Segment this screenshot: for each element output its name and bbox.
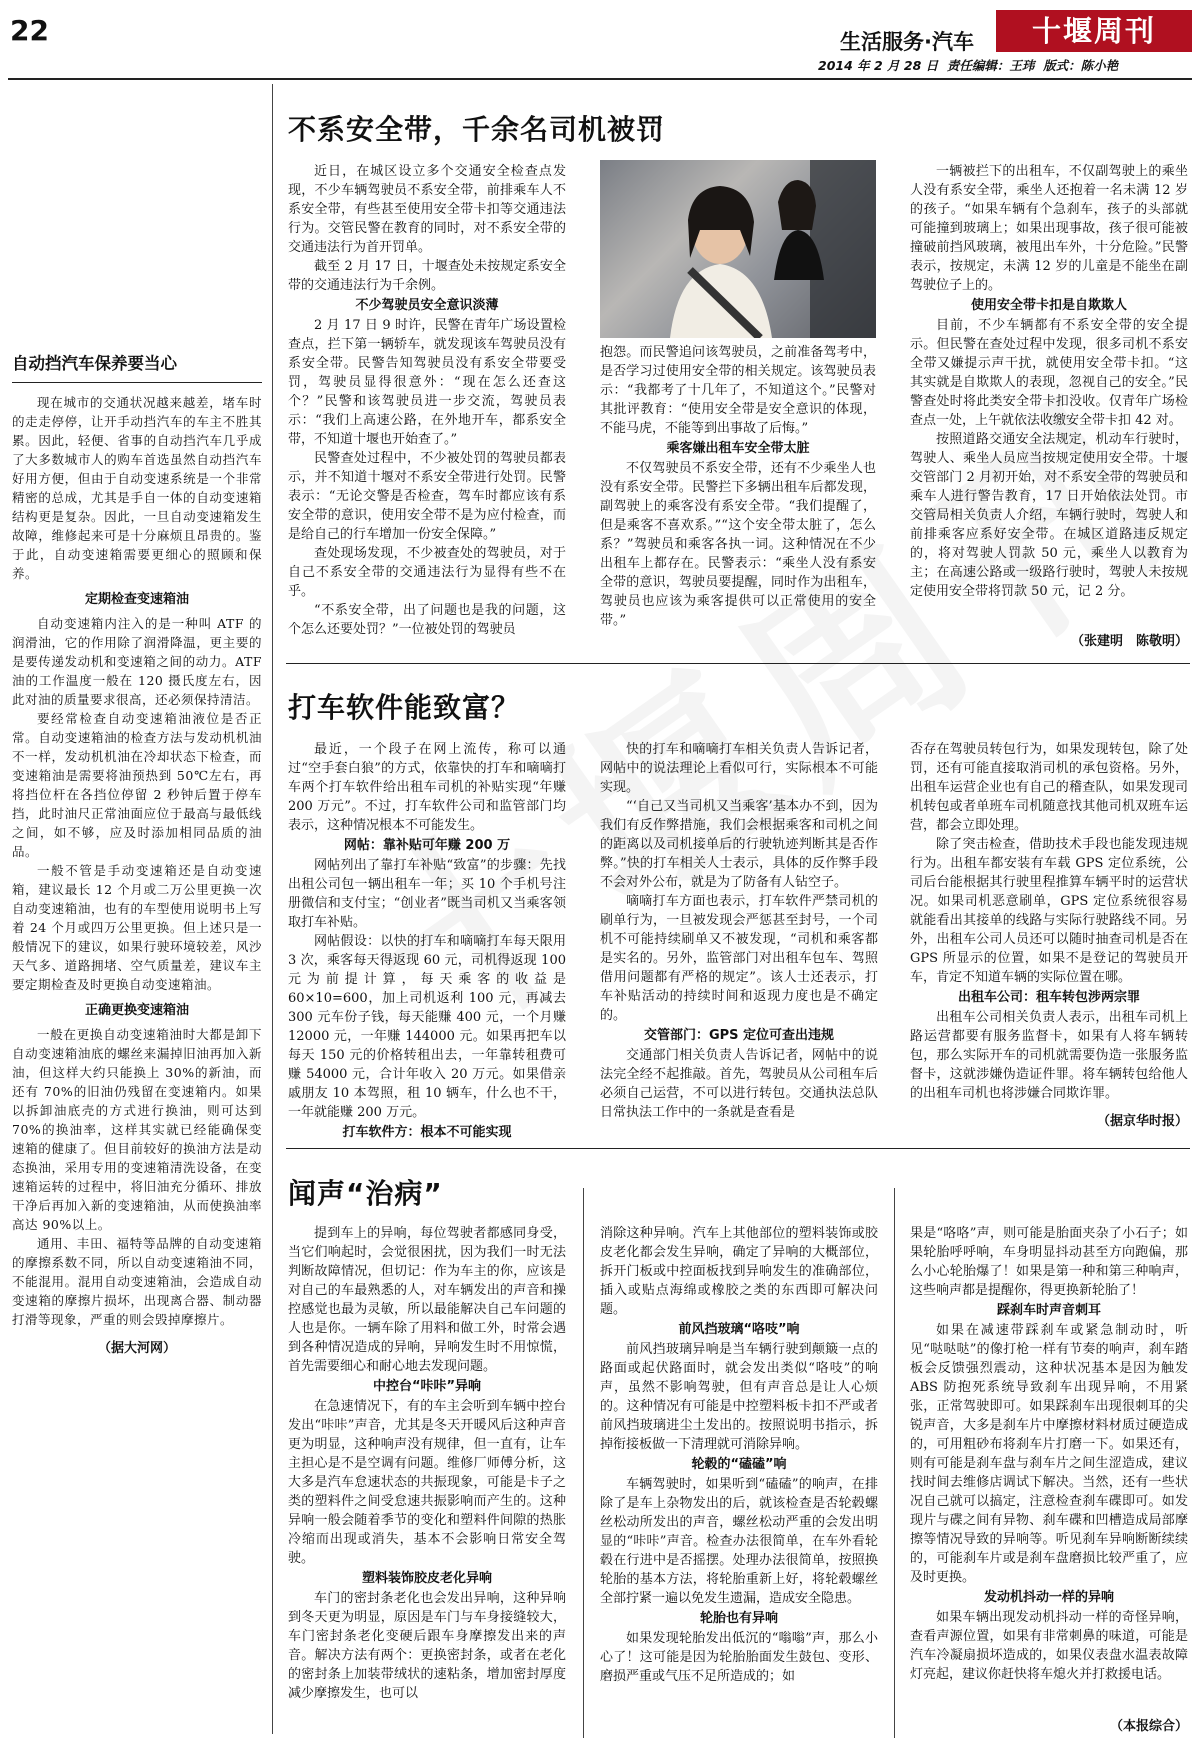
sidebar-byline: （据大河网） [97, 1341, 176, 1356]
layout-credit: 版式：陈小艳 [1043, 58, 1119, 73]
paragraph: 如果在减速带踩刹车或紧急制动时，听见“哒哒哒”的像打枪一样有节奏的响声，刹车踏板会反馈强烈震动，这种状况基本是因为触发 ABS 防抱死系统导致刹车出现异响，不用紧张，正常驾驶即可。如果踩刹车出现很刺耳的尖锐声音，大多是刹车片中摩擦材料材质过硬造成的，可用粗砂布将刹车片打磨一下。如果还有，则有可能是刹车盘与刹车片之间生涩造成，建议找时间去维修店调试下解决。当然，还有一些状况自己就可以搞定，注意检查刹车碟即可。如发现片与碟之间有异物、刹车碟和凹槽造成局部摩擦等情况导致的异响等。听见刹车异响断断续续的，可能刹车片或是刹车盘磨损比较严重了，应及时更换。 [910, 1323, 1193, 1585]
page-number: 22 [10, 14, 49, 47]
sidebar-paragraph: 通用、丰田、福特等品牌的自动变速箱的摩擦系数不同，所以自动变速箱油不同，不能混用。混用自动变速箱油，会造成自动变速箱的摩擦片损坏，出现离合器、制动器打滑等现象，严重的则会毁掉摩擦片。 [12, 1236, 262, 1327]
sidebar-title-rule [12, 382, 262, 383]
sidebar-subheading: 定期检查变速箱油 [84, 592, 189, 607]
paragraph: 提到车上的异响，每位驾驶者都感同身受，当它们响起时，会觉很困扰，因为我们一时无法判断故障情况，但切记：作为车主的你，应该是对自己的车最熟悉的人，对车辆发出的声音和操控感觉也最为灵敏，所以最能解决自己车问题的人也是你。一辆车除了用料和做工外，时常会遇到各种情况造成的异响，异响发生时不用惊慌，首先需要细心和耐心地去发现问题。 [288, 1226, 566, 1374]
paragraph: 民警查处过程中，不少被处罚的驾驶员都表示，并不知道十堰对不系安全带进行处罚。民警表示：“无论交警是否检查，驾车时都应该有系安全带的意识，使用安全带不是为应付检查，而是给自己的行车增加一份安全保障。” [288, 451, 566, 542]
subheading: 乘客嫌出租车安全带太脏 [666, 441, 810, 456]
paragraph: 近日，在城区设立多个交通安全检查点发现，不少车辆驾驶员不系安全带，前排乘车人不系安全带，有些甚至使用安全带卡扣等交通违法行为。交管民警在教育的同时，对不系安全带的交通违法行为首开罚单。 [288, 164, 566, 255]
article2-title: 打车软件能致富？ [288, 691, 521, 724]
header-rule [8, 78, 1192, 80]
paragraph: 2 月 17 日 9 时许，民警在青年广场设置检查点，拦下第一辆轿车，就发现该车驾驶员没有系安全带。民警告知驾驶员没有系安全带要受罚，驾驶员显得很意外：“现在怎么还查这个？”民警和该驾驶员进一步交流，驾驶员表示：“我们上高速公路，在外地开车，都系安全带，不知道十堰也开始查了。” [288, 318, 566, 447]
paragraph: 截至 2 月 17 日，十堰查处未按规定系安全带的交通违法行为千余例。 [288, 259, 566, 293]
paragraph: 交通部门相关负责人告诉记者，网帖中的说法完全经不起推敲。首先，驾驶员从公司租车后必须自己运营，不可以进行转包。交通执法总队日常执法工作中的一条就是查看是 [600, 1048, 878, 1120]
paragraph: 出租车公司相关负责人表示，出租车司机上路运营都要有服务监督卡，如果有人将车辆转包，那么实际开车的司机就需要伪造一张服务监督卡，这就涉嫌伪造证件罪。将车辆转包给他人的出租车司机也将涉嫌合同欺诈罪。 [910, 1010, 1188, 1101]
article1-rule [286, 663, 1190, 664]
paragraph: 一辆被拦下的出租车，不仅副驾驶上的乘坐人没有系安全带，乘坐人还抱着一名未满 12 岁的孩子。“如果车辆有个急刹车，孩子的头部就可能撞到玻璃上；如果出现事故，孩子很可能被撞破前挡风玻璃，被甩出车外，十分危险。”民警表示，按规定，未满 12 岁的儿童是不能坐在副驾驶位子上的。 [910, 164, 1188, 293]
paragraph: 消除这种异响。汽车上其他部位的塑料装饰或胶皮老化都会发生异响，确定了异响的大概部位，拆开门板或中控面板找到异响发生的准确部位，插入或贴点海绵或橡胶之类的东西即可解决问题。 [600, 1226, 878, 1317]
paragraph: 否存在驾驶员转包行为，如果发现转包，除了处罚，还有可能直接取消司机的承包资格。另外，出租车运营企业也有自己的稽查队，如果发现司机转包或者单班车司机随意找其他司机双班车运营，都会立即处理。 [910, 742, 1188, 833]
date: 2014 年 2 月 28 日 [818, 58, 939, 73]
paragraph: 车门的密封条老化也会发出异响，这种异响到冬天更为明显，原因是车门与车身接缝较大，车门密封条老化变硬后跟车身摩擦发出来的声音。解决方法有两个：更换密封条，或者在老化的密封条上加装带绒状的速粘条，增加密封厚度减少摩擦发生，也可以 [288, 1591, 566, 1701]
paragraph: 在急速情况下，有的车主会听到车辆中控台发出“咔咔”声音，尤其是冬天开暖风后这种声音更为明显，这种响声没有规律，但一直有，让车主担心是不是空调有问题。维修厂师傅分析，这大多是汽车怠速状态的共振现象，可能是卡子之类的塑料件之间受怠速共振影响而产生的。这种异响一般会随着季节的变化和塑料件间隙的热胀冷缩而出现或消失，基本不会影响日常安全驾驶。 [288, 1399, 566, 1566]
subheading: 中控台“咔咔”异响 [372, 1379, 482, 1394]
photo-illustration [600, 160, 876, 338]
paragraph: 嘀嘀打车方面也表示，打车软件严禁司机的刷单行为，一旦被发现会严惩甚至封号，一个司机不可能持续刷单又不被发现，“司机和乘客都是实名的。另外，监管部门对出租车包车、驾照借用问题都有严格的规定”。该人士还表示，打车补贴活动的持续时间和返现力度也是不确定的。 [600, 894, 878, 1023]
subheading: 踩刹车时声音刺耳 [996, 1303, 1101, 1318]
sidebar-intro: 现在城市的交通状况越来越差，堵车时的走走停停，让开手动挡汽车的车主不胜其累。因此，轻便、省事的自动挡汽车几乎成了大多数城市人的购车首选虽然自动挡汽车好用方便，但由于自动变速系统是一个非常精密的总成，尤其是手自一体的自动变速箱结构更是复杂。因此，一旦自动变速箱发生故障，维修起来可是十分麻烦且昂贵的。鉴于此，自动变速箱需要更细心的照顾和保养。 [12, 395, 262, 581]
subheading: 发动机抖动一样的异响 [983, 1590, 1114, 1605]
dateline [818, 56, 1118, 74]
article2-byline: （据京华时报） [1096, 1114, 1188, 1129]
article1-title: 不系安全带，千余名司机被罚 [288, 113, 666, 146]
paragraph: 网帖假设：以快的打车和嘀嘀打车每天限用 3 次，乘客每天得返现 60 元，司机得返现 100 元为前提计算，每天乘客的收益是 60×10=600，加上司机返利 100 元，再减去 300 元车份子钱，每天能赚 400 元，一个月赚 12000 元，一年赚 144000 元。如果再把车以每天 150 元的价格转租出去，一年靠转租费可赚 54000 元，合计年收入 20 万元。如果借亲戚朋友 10 本驾照，租 10 辆车，什么也不干，一年就能赚 200 万元。 [288, 934, 571, 1120]
paragraph: 最近，一个段子在网上流传，称可以通过“空手套白狼”的方式，依靠快的打车和嘀嘀打车两个打车软件给出租车司机的补贴实现“年赚 200 万元”。不过，打车软件公司和监管部门均表示，这种情况根本不可能发生。 [288, 742, 571, 833]
subheading: 不少驾驶员安全意识淡薄 [355, 298, 499, 313]
paragraph: 车辆驾驶时，如果听到“磕磕”的响声，在排除了是车上杂物发出的后，就该检查是否轮毂螺丝松动所发出的声音，螺丝松动严重的会发出明显的“咔咔”声音。检查办法很简单，在车外看轮毂在行进中是否摇摆。处理办法很简单，按照换轮胎的基本方法，将轮胎重新上好，将轮毂螺丝全部拧紧一遍以免发生遗漏，造成安全隐患。 [600, 1477, 878, 1606]
article3-col3 [910, 1224, 1193, 1684]
article3-byline: （本报综合） [1109, 1719, 1188, 1734]
sidebar-subheading: 正确更换变速箱油 [84, 1003, 189, 1018]
subheading: 交管部门：GPS 定位可查出违规 [643, 1028, 835, 1043]
subheading: 轮毂的“磕磕”响 [691, 1457, 787, 1472]
column-divider [583, 1188, 584, 1738]
article1-photo [600, 160, 876, 338]
paragraph: 除了突击检查，借助技术手段也能发现违规行为。出租车都安装有车载 GPS 定位系统，公司后台能根据其行驶里程推算车辆平时的运营状况。如果司机恶意刷单，GPS 定位系统很容易就能看出其接单的线路与实际行驶路线不同。另外，出租车公司人员还可以随时抽查司机是否在 GPS 所显示的位置，如果不是登记的驾驶员开车，肯定不知道车辆的实际位置在哪。 [910, 837, 1193, 985]
article1-col3 [910, 162, 1188, 601]
sidebar-divider [272, 84, 273, 1734]
paragraph: 果是“咯咯”声，则可能是胎面夹杂了小石子；如果轮胎呼呼响，车身明显抖动甚至方向跑偏，那么小心轮胎爆了！如果是第一种和第三种响声，这些响声都是提醒你，得更换新轮胎了！ [910, 1226, 1188, 1298]
subheading: 出租车公司：租车转包涉两宗罪 [957, 990, 1140, 1005]
sidebar-title: 自动挡汽车保养要当心 [12, 354, 177, 373]
editor: 责任编辑：王玮 [946, 58, 1035, 73]
section-title: 生活服务·汽车 [840, 30, 974, 54]
article2-col2 [600, 740, 878, 1122]
article3-col2 [600, 1224, 878, 1686]
sidebar-paragraph: 一般不管是手动变速箱还是自动变速箱，建议最长 12 个月或二万公里更换一次自动变速箱油，也有的车型使用说明书上写着 24 个月或四万公里更换。但上述只是一般情况下的建议，如果行驶环境较差，风沙天气多、道路拥堵、空气质量差，建议车主要定期检查及时更换自动变速箱油。 [12, 863, 262, 992]
paragraph: “不系安全带，出了问题也是我的问题，这个怎么还要处罚？”一位被处罚的驾驶员 [288, 603, 566, 637]
sidebar-paragraph: 自动变速箱内注入的是一种叫 ATF 的润滑油，它的作用除了润滑降温，更主要的是要传递发动机和变速箱之间的动力。ATF 油的工作温度一般在 120 摄氏度左右，因此对油的质量要求很高，还必须保持清洁。 [12, 616, 267, 707]
article1-col2 [600, 343, 876, 630]
paragraph: 网帖列出了靠打车补贴“致富”的步骤：先找出租公司包一辆出租车一年；买 10 个手机号注册微信和支付宝；“创业者”既当司机又当乘客领取打车补贴。 [288, 858, 566, 930]
subheading: 打车软件方：根本不可能实现 [342, 1125, 512, 1140]
article3-col1 [288, 1224, 566, 1703]
paragraph: 不仅驾驶员不系安全带，还有不少乘坐人也没有系安全带。民警拦下多辆出租车后都发现，副驾驶上的乘客没有系安全带。“我们提醒了，但是乘客不喜欢系。”“这个安全带太脏了，怎么系？”驾驶员和乘客各执一词。这种情况在不少出租车上都存在。民警表示：“乘坐人没有系安全带的意识，驾驶员要提醒，同时作为出租车，驾驶员也应该为乘客提供可以正常使用的安全带。” [600, 461, 876, 628]
paragraph: 抱怨。而民警追问该驾驶员，之前准备驾考中，是否学习过使用安全带的相关规定。该驾驶员表示：“我都考了十几年了，不知道这个。”民警对其批评教育：“使用安全带是安全意识的体现，不能马虎，不能等到出事故了后悔。” [600, 345, 876, 436]
column-divider [894, 1188, 895, 1738]
paragraph: 按照道路交通安全法规定，机动车行驶时，驾驶人、乘坐人员应当按规定使用安全带。十堰交管部门 2 月初开始，对不系安全带的驾驶员和乘车人进行警告教育，17 日开始依法处罚。市交管局相关负责人介绍，车辆行驶时，驾驶人和前排乘客应系好安全带。在城区道路违反规定的，将对驾驶人罚款 50 元，乘坐人以教育为主；在高速公路或一级路行驶时，驾驶人未按规定使用安全带将罚款 50 元，记 2 分。 [910, 432, 1188, 599]
subheading: 前风挡玻璃“咯吱”响 [678, 1322, 800, 1337]
sidebar-paragraph: 要经常检查自动变速箱油液位是否正常。自动变速箱油的检查方法与发动机机油不一样，发动机机油在冷却状态下检查，而变速箱油是需要将油预热到 50℃左右，再将挡位杆在各挡位停留 2 秒钟后置于停车挡，此时油尺正常油面应位于最高与最低线之间，如不够，应及时添加相同品质的油品。 [12, 711, 262, 859]
sidebar-paragraph: 一般在更换自动变速箱油时大都是卸下自动变速箱油底的螺丝来漏掉旧油再加入新油，但这样大约只能换上 30%的新油，而还有 70%的旧油仍残留在变速箱内。如果以拆卸油底壳的方式进行换油，则可达到 70%的换油率，这样其实就已经能确保变速箱的健康了。但目前较好的换油方法是动态换油，采用专用的变速箱清洗设备，在变速箱运转的过程中，将旧油充分循环、排放干净后再加入新的变速箱油，从而使换油率高达 90%以上。 [12, 1027, 267, 1232]
subheading: 塑料装饰胶皮老化异响 [361, 1571, 492, 1586]
article2-col3 [910, 740, 1193, 1103]
paragraph: 如果车辆出现发动机抖动一样的奇怪异响，查看声源位置，如果有非常刺鼻的味道，可能是汽车冷凝扇损坏造成的，如果仪表盘水温表故障灯亮起，建议你赶快将车熄火并打救援电话。 [910, 1610, 1188, 1682]
article2-rule [286, 1148, 1190, 1149]
article1-col1 [288, 162, 566, 639]
sidebar [12, 350, 267, 1356]
subheading: 轮胎也有异响 [699, 1611, 778, 1626]
article1-byline: （张建明 陈敬明） [1070, 634, 1188, 649]
paragraph: 快的打车和嘀嘀打车相关负责人告诉记者，网帖中的说法理论上看似可行，实际根本不可能实现。 [600, 742, 878, 795]
paragraph: 如果发现轮胎发出低沉的“嗡嗡”声，那么小心了！这可能是因为轮胎胎面发生鼓包、变形、磨损严重或气压不足所造成的；如 [600, 1631, 878, 1684]
paragraph: 前风挡玻璃异响是当车辆行驶到颠簸一点的路面或起伏路面时，就会发出类似“咯吱”的响声，虽然不影响驾驶，但有声音总是让人心烦的。这种情况有可能是中控塑料板卡扣不严或者前风挡玻璃进尘土发出的。按照说明书指示，拆掉衔接板做一下清理就可消除异响。 [600, 1342, 878, 1452]
article2-col1 [288, 740, 571, 1143]
paragraph: 查处现场发现，不少被查处的驾驶员，对于自己不系安全带的交通违法行为显得有些不在乎。 [288, 546, 566, 599]
subheading: 网帖：靠补贴可年赚 200 万 [343, 838, 511, 853]
paragraph: 目前，不少车辆都有不系安全带的安全提示。但民警在查处过程中发现，很多司机不系安全带又嫌提示声干扰，就使用安全带卡扣。“这其实就是自欺欺人的表现，忽视自己的安全。”民警查处时将此类安全带卡扣没收。仅青年广场检查点一处，上午就依法收缴安全带卡扣 42 对。 [910, 318, 1188, 428]
paragraph: “‘自己又当司机又当乘客’基本办不到，因为我们有反作弊措施，我们会根据乘客和司机之间的距离以及司机接单后的行驶轨迹判断其是否作弊。”快的打车相关人士表示，具体的反作弊手段不会对外公布，就是为了防备有人钻空子。 [600, 799, 878, 890]
article3-title: 闻声“治病” [288, 1177, 443, 1210]
brand-logo: 十堰周刊 [996, 10, 1192, 52]
subheading: 使用安全带卡扣是自欺欺人 [970, 298, 1127, 313]
